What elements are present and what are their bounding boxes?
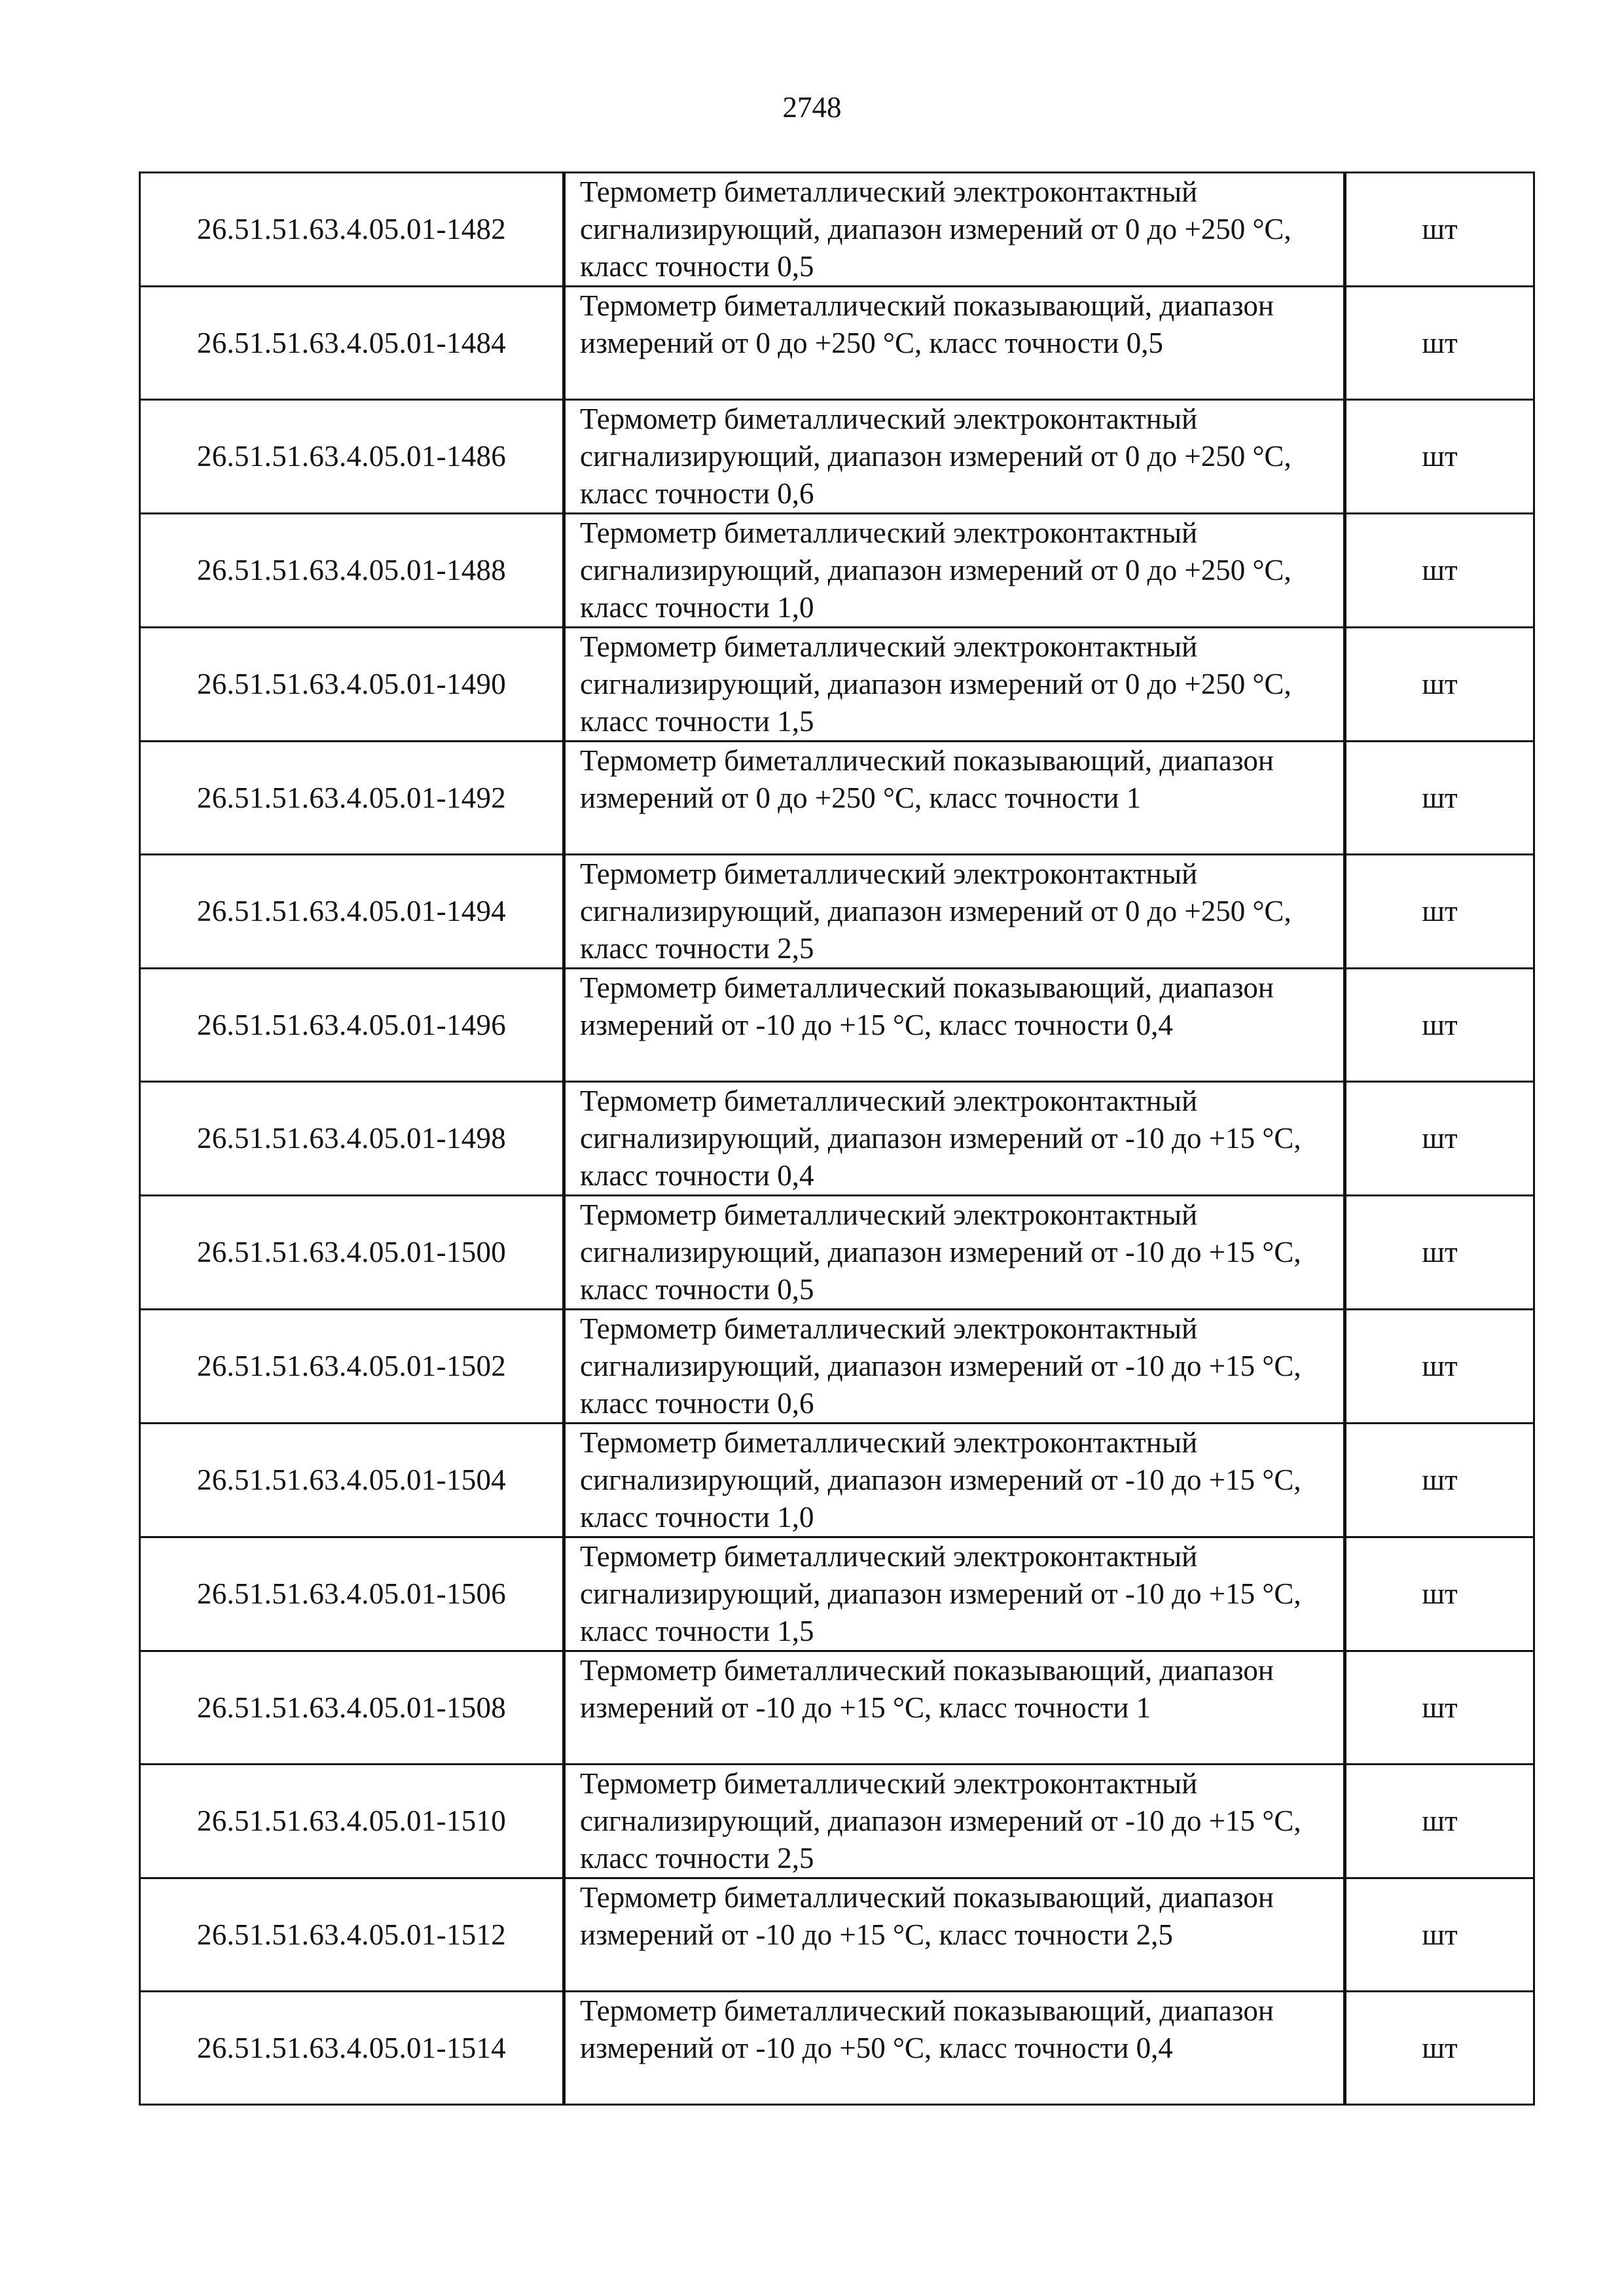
table-row [140,1424,1534,1537]
unit-cell: шт [1345,1765,1534,1878]
table-row [140,1765,1534,1878]
resource-name-cell: Термометр биметаллический электроконтактный сигнализирующий, диапазон измерений от -10 до +15 °С, класс точности 0,5 [564,1196,1345,1310]
resource-name-cell: Термометр биметаллический показывающий, диапазон измерений от -10 до +15 °С, класс точности 0,4 [564,969,1345,1082]
unit-cell: шт [1345,1537,1534,1651]
resource-name-cell: Термометр биметаллический электроконтактный сигнализирующий, диапазон измерений от 0 до +250 °С, класс точности 1,5 [564,628,1345,742]
table-row [140,1082,1534,1196]
resource-code-cell: 26.51.51.63.4.05.01-1496 [140,969,564,1082]
resource-code-cell: 26.51.51.63.4.05.01-1490 [140,628,564,742]
unit-cell: шт [1345,1082,1534,1196]
table-row [140,173,1534,287]
resource-name-cell: Термометр биметаллический электроконтактный сигнализирующий, диапазон измерений от 0 до +250 °С, класс точности 0,5 [564,173,1345,287]
unit-cell: шт [1345,1196,1534,1310]
resource-name-cell: Термометр биметаллический электроконтактный сигнализирующий, диапазон измерений от -10 до +15 °С, класс точности 0,6 [564,1310,1345,1424]
table-row [140,855,1534,969]
table-row [140,1878,1534,1992]
resource-code-cell: 26.51.51.63.4.05.01-1512 [140,1878,564,1992]
table-row [140,1651,1534,1765]
resource-code-cell: 26.51.51.63.4.05.01-1494 [140,855,564,969]
resource-code-cell: 26.51.51.63.4.05.01-1486 [140,400,564,514]
resource-code-cell: 26.51.51.63.4.05.01-1510 [140,1765,564,1878]
resource-name-cell: Термометр биметаллический электроконтактный сигнализирующий, диапазон измерений от -10 до +15 °С, класс точности 2,5 [564,1765,1345,1878]
unit-cell: шт [1345,173,1534,287]
table-row [140,1310,1534,1424]
unit-cell: шт [1345,1878,1534,1992]
resource-name-cell: Термометр биметаллический электроконтактный сигнализирующий, диапазон измерений от -10 до +15 °С, класс точности 1,0 [564,1424,1345,1537]
table-row [140,400,1534,514]
table-row [140,287,1534,400]
resource-name-cell: Термометр биметаллический электроконтактный сигнализирующий, диапазон измерений от 0 до +250 °С, класс точности 1,0 [564,514,1345,628]
table-row [140,969,1534,1082]
table-row [140,628,1534,742]
resource-name-cell: Термометр биметаллический показывающий, диапазон измерений от 0 до +250 °С, класс точности 1 [564,742,1345,855]
table-body [140,173,1534,2105]
unit-cell: шт [1345,1992,1534,2105]
resource-name-cell: Термометр биметаллический электроконтактный сигнализирующий, диапазон измерений от -10 до +15 °С, класс точности 0,4 [564,1082,1345,1196]
resource-code-cell: 26.51.51.63.4.05.01-1508 [140,1651,564,1765]
unit-cell: шт [1345,514,1534,628]
resource-code-cell: 26.51.51.63.4.05.01-1488 [140,514,564,628]
page-number: 2748 [782,91,842,124]
resource-code-cell: 26.51.51.63.4.05.01-1482 [140,173,564,287]
table-row [140,1196,1534,1310]
resource-code-cell: 26.51.51.63.4.05.01-1504 [140,1424,564,1537]
resource-code-cell: 26.51.51.63.4.05.01-1500 [140,1196,564,1310]
unit-cell: шт [1345,628,1534,742]
resource-code-cell: 26.51.51.63.4.05.01-1484 [140,287,564,400]
resource-name-cell: Термометр биметаллический электроконтактный сигнализирующий, диапазон измерений от 0 до +250 °С, класс точности 2,5 [564,855,1345,969]
unit-cell: шт [1345,969,1534,1082]
resource-name-cell: Термометр биметаллический показывающий, диапазон измерений от -10 до +15 °С, класс точности 2,5 [564,1878,1345,1992]
resource-code-cell: 26.51.51.63.4.05.01-1498 [140,1082,564,1196]
table-row [140,1992,1534,2105]
unit-cell: шт [1345,287,1534,400]
resource-code-cell: 26.51.51.63.4.05.01-1506 [140,1537,564,1651]
unit-cell: шт [1345,1424,1534,1537]
unit-cell: шт [1345,855,1534,969]
unit-cell: шт [1345,1651,1534,1765]
table-row [140,514,1534,628]
table-row [140,1537,1534,1651]
resource-code-cell: 26.51.51.63.4.05.01-1514 [140,1992,564,2105]
classifier-table [139,171,1535,2106]
table-row [140,742,1534,855]
unit-cell: шт [1345,742,1534,855]
unit-cell: шт [1345,400,1534,514]
resource-code-cell: 26.51.51.63.4.05.01-1492 [140,742,564,855]
resource-name-cell: Термометр биметаллический электроконтактный сигнализирующий, диапазон измерений от -10 до +15 °С, класс точности 1,5 [564,1537,1345,1651]
resource-name-cell: Термометр биметаллический показывающий, диапазон измерений от 0 до +250 °С, класс точности 0,5 [564,287,1345,400]
unit-cell: шт [1345,1310,1534,1424]
resource-name-cell: Термометр биметаллический показывающий, диапазон измерений от -10 до +15 °С, класс точности 1 [564,1651,1345,1765]
resource-code-cell: 26.51.51.63.4.05.01-1502 [140,1310,564,1424]
resource-name-cell: Термометр биметаллический электроконтактный сигнализирующий, диапазон измерений от 0 до +250 °С, класс точности 0,6 [564,400,1345,514]
resource-name-cell: Термометр биметаллический показывающий, диапазон измерений от -10 до +50 °С, класс точности 0,4 [564,1992,1345,2105]
